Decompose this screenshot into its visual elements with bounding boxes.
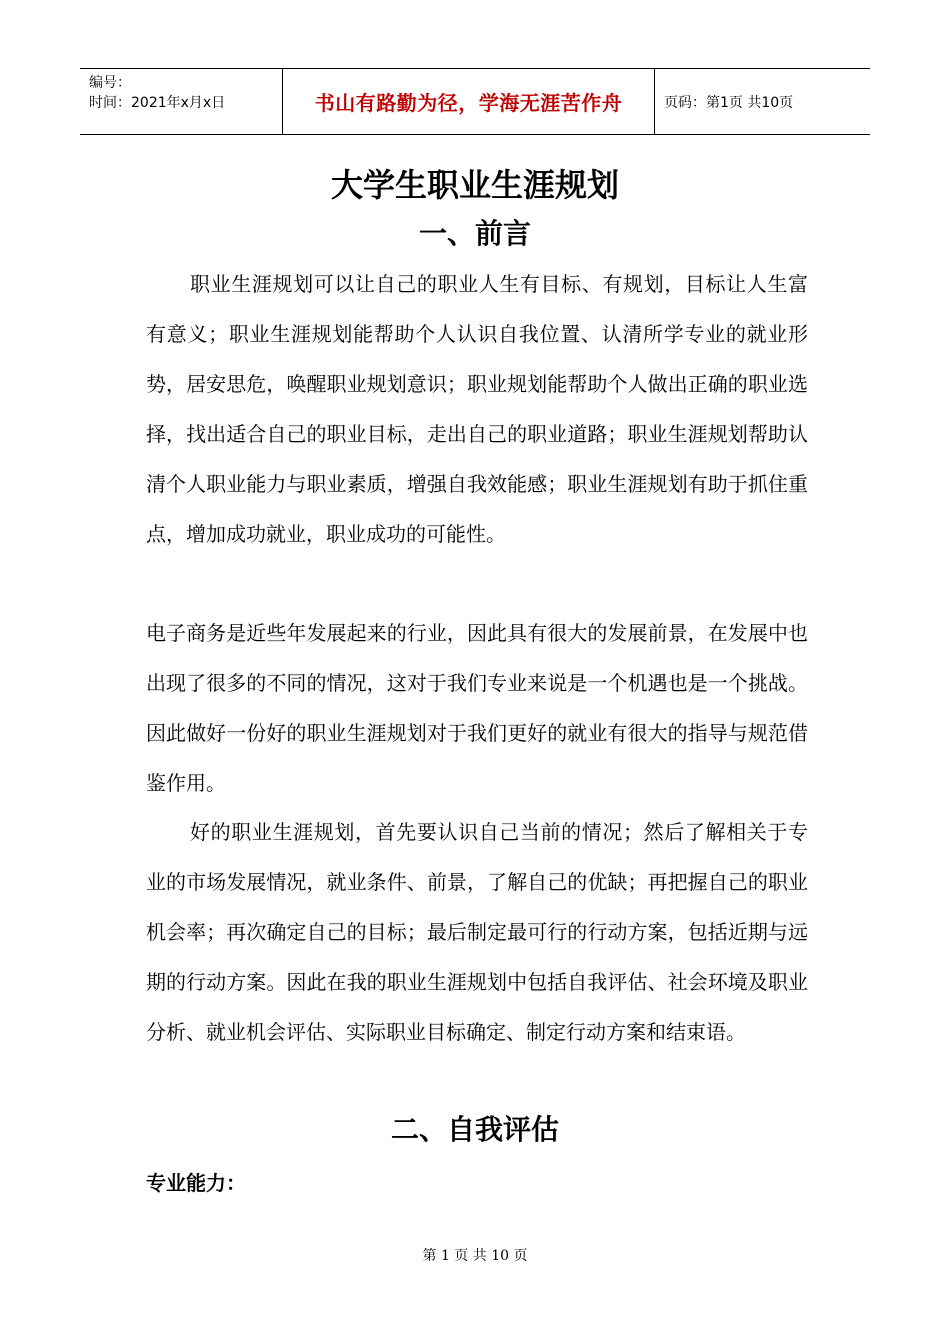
document-time-label: 时间：2021年x月x日 xyxy=(89,95,226,111)
header-page-info: 页码：第1页 共10页 xyxy=(664,94,794,111)
section-heading-preface: 一、前言 xyxy=(418,217,531,250)
document-title: 大学生职业生涯规划 xyxy=(330,166,619,204)
section-heading-self-assessment: 二、自我评估 xyxy=(390,1113,559,1146)
header-meta-cell xyxy=(80,69,282,134)
preface-paragraph-2: 电子商务是近些年发展起来的行业，因此具有很大的发展前景，在发展中也出现了很多的不同的情况，这对于我们专业来说是一个机遇也是一个挑战。因此做好一份好的职业生涯规划对于我们更好的就业有很大的指导与规范借鉴作用。 xyxy=(146,621,808,795)
document-number-label: 编号： xyxy=(89,75,131,91)
subheading-professional-ability: 专业能力： xyxy=(146,1171,246,1195)
preface-paragraph-3: 好的职业生涯规划，首先要认识自己当前的情况；然后了解相关于专业的市场发展情况，就业条件、前景，了解自己的优缺；再把握自己的职业机会率；再次确定自己的目标；最后制定最可行的行动方案，包括近期与远期的行动方案。因此在我的职业生涯规划中包括自我评估、社会环境及职业分析、就业机会评估、实际职业目标确定、制定行动方案和结束语。 xyxy=(146,820,808,1044)
header-motto: 书山有路勤为径，学海无涯苦作舟 xyxy=(282,69,655,134)
header-table xyxy=(80,68,870,135)
page-footer: 第 1 页 共 10 页 xyxy=(422,1248,528,1264)
preface-paragraph-1: 职业生涯规划可以让自己的职业人生有目标、有规划，目标让人生富有意义；职业生涯规划能帮助个人认识自我位置、认清所学专业的就业形势，居安思危，唤醒职业规划意识；职业规划能帮助个人做出正确的职业选择，找出适合自己的职业目标，走出自己的职业道路；职业生涯规划帮助认清个人职业能力与职业素质，增强自我效能感；职业生涯规划有助于抓住重点，增加成功就业，职业成功的可能性。 xyxy=(146,272,808,546)
